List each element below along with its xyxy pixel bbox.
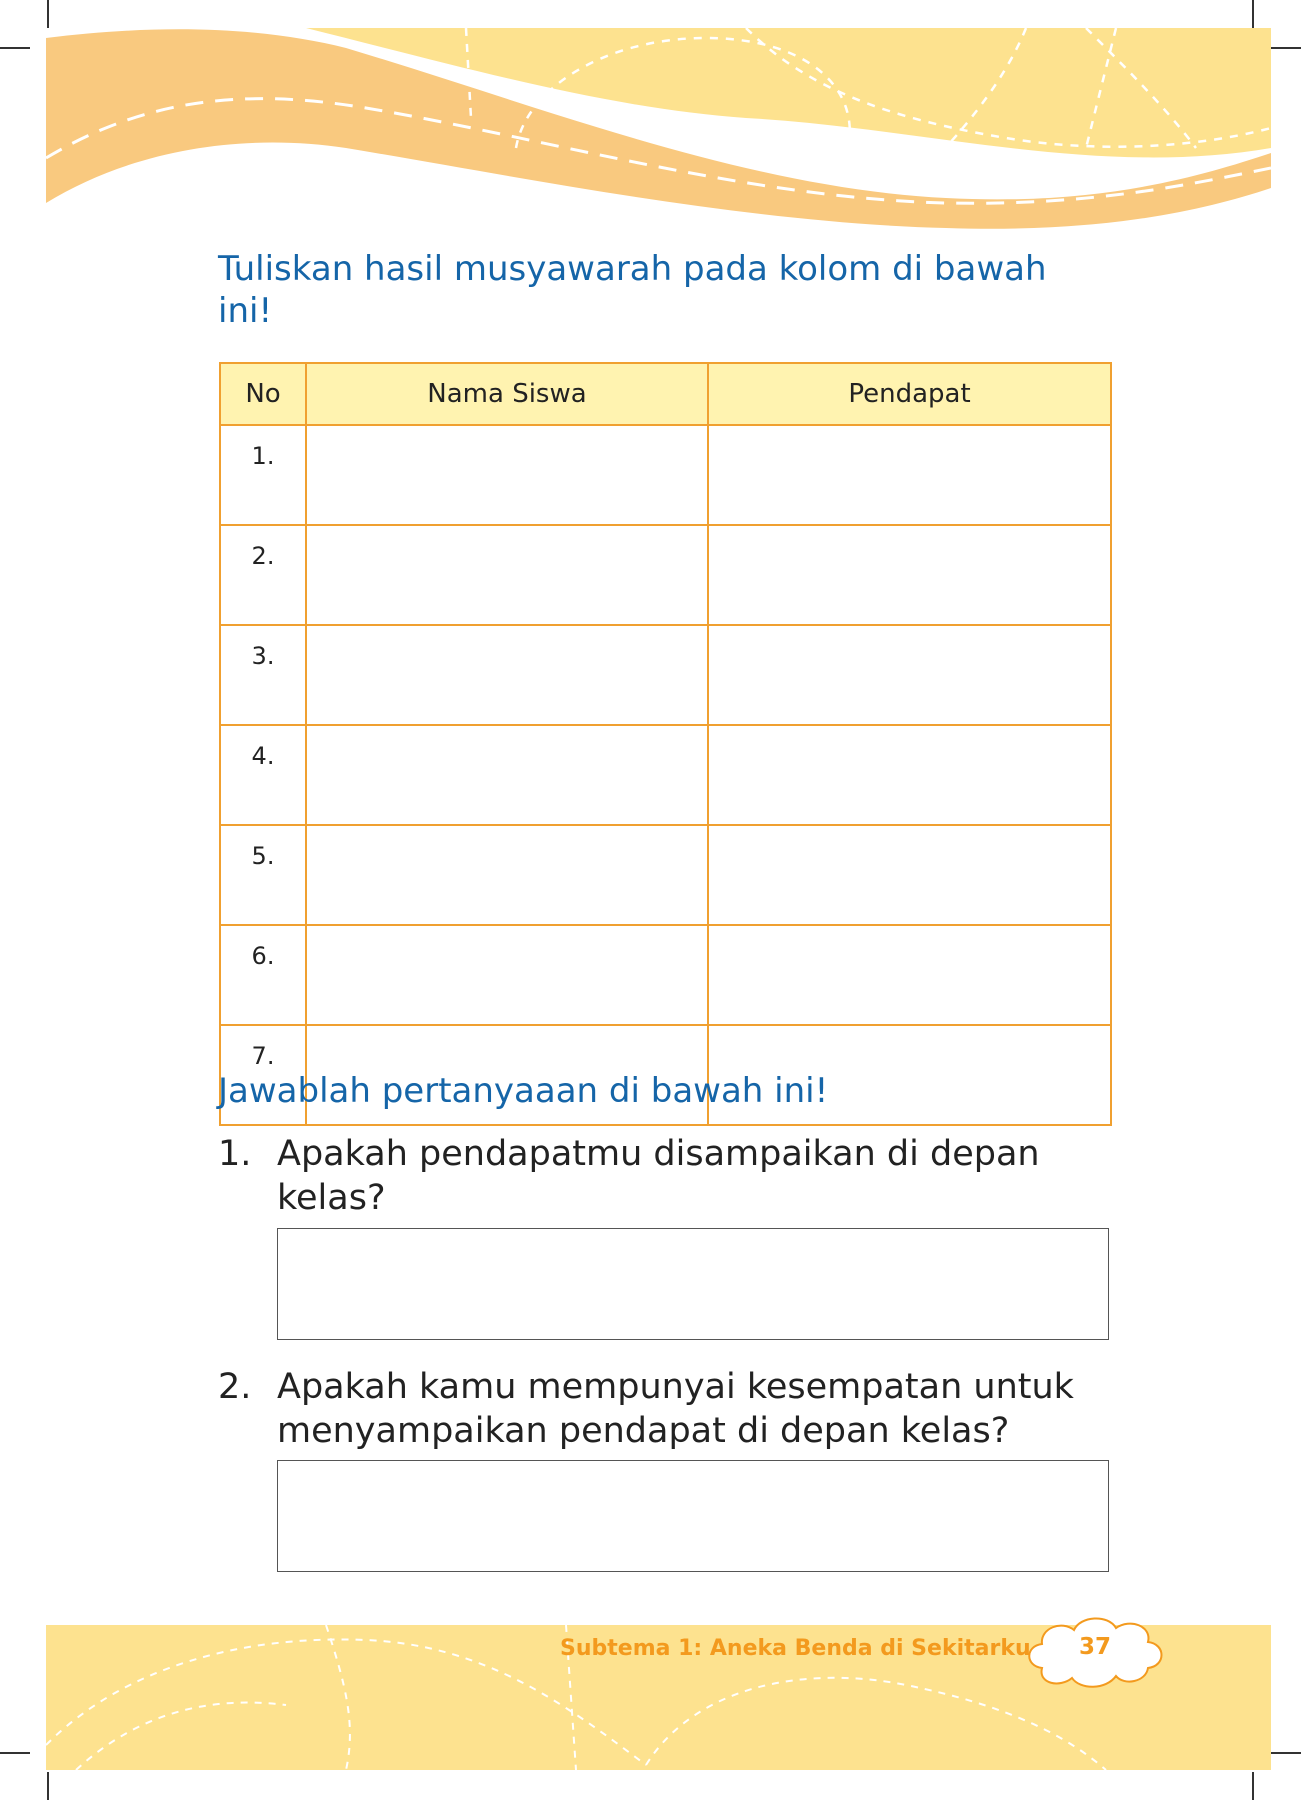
row-number: 2. [220,525,306,625]
opinion-cell[interactable] [708,925,1111,1025]
table-row [220,825,1111,925]
student-name-cell[interactable] [306,625,708,725]
question-item [218,1365,1118,1453]
student-name-cell[interactable] [306,525,708,625]
student-name-cell[interactable] [306,425,708,525]
question-number: 1. [218,1134,252,1174]
question-number: 2. [218,1367,252,1407]
table-instruction-heading: Tuliskan hasil musyawarah pada kolom di bawah ini! [218,249,1047,331]
crop-mark [1271,1752,1301,1754]
opinion-cell[interactable] [708,425,1111,525]
footer-subtheme: Subtema 1: Aneka Benda di Sekitarku [560,1636,1031,1661]
student-name-cell[interactable] [306,725,708,825]
answer-box-1[interactable] [277,1228,1109,1340]
opinion-cell[interactable] [708,825,1111,925]
opinion-cell[interactable] [708,525,1111,625]
table-row [220,525,1111,625]
questions-instruction-heading: Jawablah pertanyaaan di bawah ini! [218,1071,829,1111]
table-row [220,925,1111,1025]
crop-mark [47,1772,49,1800]
crop-mark [1271,47,1301,49]
question-text: Apakah kamu mempunyai kesempatan untuk menyampaikan pendapat di depan kelas? [277,1367,1074,1451]
page-number: 37 [1078,1634,1111,1660]
table-row [220,725,1111,825]
row-number: 5. [220,825,306,925]
student-name-cell[interactable] [306,925,708,1025]
header-banner [46,28,1271,248]
row-number: 7. [220,1025,306,1125]
deliberation-results-table [219,362,1112,1126]
crop-mark [1252,1772,1254,1800]
table-row [220,625,1111,725]
opinion-cell[interactable] [708,725,1111,825]
row-number: 6. [220,925,306,1025]
row-number: 3. [220,625,306,725]
header-no: No [220,363,306,425]
crop-mark [47,0,49,30]
header-opinion: Pendapat [708,363,1111,425]
table-row [220,425,1111,525]
student-name-cell[interactable] [306,825,708,925]
header-student-name: Nama Siswa [306,363,708,425]
row-number: 4. [220,725,306,825]
question-item [218,1132,1118,1220]
answer-box-2[interactable] [277,1460,1109,1572]
table-header-row [220,363,1111,425]
crop-mark [1252,0,1254,30]
crop-mark [0,1752,30,1754]
question-text: Apakah pendapatmu disampaikan di depan kelas? [277,1134,1040,1218]
row-number: 1. [220,425,306,525]
crop-mark [0,47,30,49]
opinion-cell[interactable] [708,625,1111,725]
